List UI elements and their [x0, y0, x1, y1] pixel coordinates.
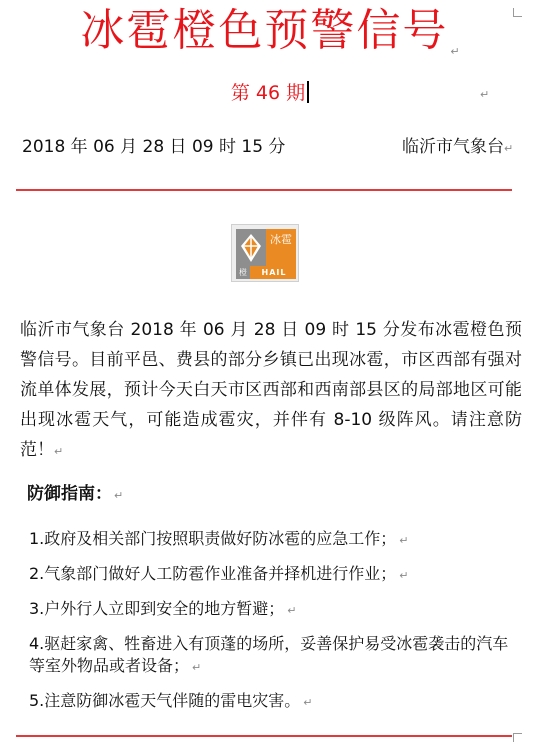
list-item: 5.注意防御冰雹天气伴随的雷电灾害。 ↵ [29, 691, 313, 710]
page-title [0, 2, 540, 71]
paragraph-mark-icon: ↵ [399, 569, 409, 582]
warning-body [20, 315, 522, 467]
hail-en-label: HAIL [261, 268, 287, 277]
hail-char-label: 冰雹 [266, 229, 296, 266]
page-corner-mark-bottom [513, 733, 522, 742]
hail-warning-icon [231, 224, 299, 282]
paragraph-mark-icon: ↵ [192, 661, 202, 674]
issuing-agency: 临沂市气象台↵ [402, 137, 514, 157]
list-item: 4.驱赶家禽、牲畜进入有顶蓬的场所，妥善保护易受冰雹袭击的汽车等室外物品或者设备； ↵ [29, 634, 509, 675]
warning-paragraph: 临沂市气象台 2018 年 06 月 28 日 09 时 15 分发布冰雹橙色预警信号。目前平邑、费县的部分乡镇已出现冰雹，市区西部有强对流单体发展，预计今天白天市区西部和西南部县区的局部地区可能出现冰雹天气，可能造成雹灾，并伴有 8-10 级阵风。请注意防范！ [20, 320, 522, 460]
paragraph-mark-icon: ↵ [399, 534, 409, 547]
paragraph-mark-icon: ↵ [303, 696, 313, 709]
issue-datetime: 2018 年 06 月 28 日 09 时 15 分 [22, 137, 286, 157]
issue-text: 第 46 期 [230, 82, 306, 104]
paragraph-mark-icon: ↵ [450, 45, 460, 58]
paragraph-mark-icon: ↵ [480, 88, 490, 101]
text-cursor [307, 81, 309, 103]
paragraph-mark-icon: ↵ [114, 489, 124, 502]
hailstone-icon [236, 229, 266, 266]
title-text: 冰雹橙色预警信号 [80, 5, 449, 56]
list-item: 3.户外行人立即到安全的地方暂避； ↵ [29, 599, 297, 618]
paragraph-mark-icon: ↵ [54, 445, 64, 458]
footer-divider [16, 735, 512, 737]
paragraph-mark-icon: ↵ [504, 142, 514, 155]
level-char-label: 橙 [236, 266, 250, 279]
list-item: 1.政府及相关部门按照职责做好防冰雹的应急工作； ↵ [29, 529, 409, 548]
issue-number [0, 80, 540, 106]
list-item: 2.气象部门做好人工防雹作业准备并择机进行作业； ↵ [29, 564, 409, 583]
icon-footer [236, 266, 296, 279]
header-divider [16, 189, 512, 191]
guide-heading: 防御指南： ↵ [27, 484, 124, 504]
paragraph-mark-icon: ↵ [287, 604, 297, 617]
